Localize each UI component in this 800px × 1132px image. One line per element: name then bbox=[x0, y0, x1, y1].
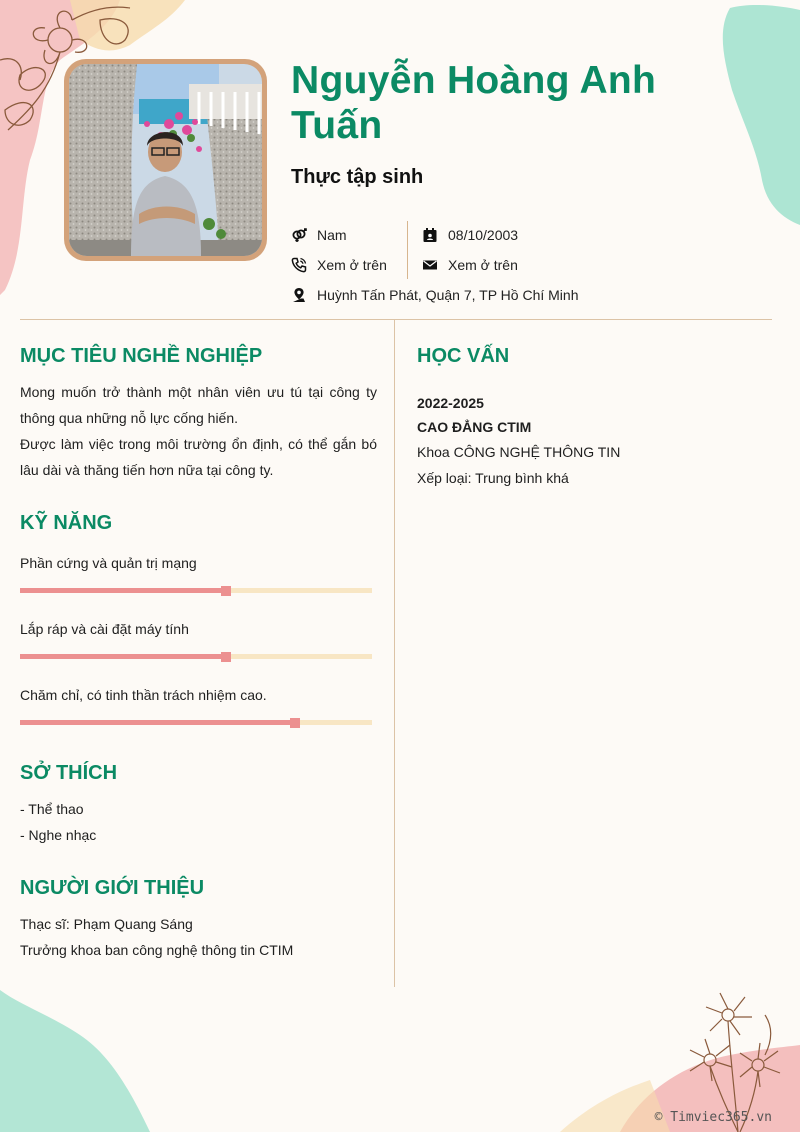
education-faculty: Khoa CÔNG NGHỆ THÔNG TIN bbox=[417, 444, 621, 460]
avatar-frame bbox=[64, 59, 267, 261]
skills-title: KỸ NĂNG bbox=[20, 512, 113, 534]
footer-copyright: © Timviec365.vn bbox=[654, 1110, 772, 1125]
skill-bar bbox=[20, 588, 372, 593]
education-title: HỌC VẤN bbox=[417, 345, 510, 367]
skill-bar bbox=[20, 654, 372, 659]
calendar-icon bbox=[422, 227, 438, 243]
gender-icon bbox=[291, 227, 307, 243]
phone-row bbox=[291, 257, 387, 273]
watercolor-top-right-decoration bbox=[712, 0, 800, 230]
education-grade: Xếp loại: Trung bình khá bbox=[417, 470, 569, 486]
birthday-row bbox=[422, 227, 518, 243]
candidate-name: Nguyễn Hoàng Anh Tuấn bbox=[291, 59, 657, 147]
skill-bar-knob bbox=[221, 586, 231, 596]
skill-name: Chăm chỉ, có tinh thần trách nhiệm cao. bbox=[20, 687, 267, 703]
skill-bar-fill bbox=[20, 588, 226, 593]
skill-bar-knob bbox=[290, 718, 300, 728]
gender-value: Nam bbox=[317, 227, 347, 243]
info-divider bbox=[407, 221, 408, 279]
objective-title: MỤC TIÊU NGHỀ NGHIỆP bbox=[20, 345, 263, 367]
hobby-item: - Nghe nhạc bbox=[20, 827, 97, 843]
birthday-value: 08/10/2003 bbox=[448, 227, 519, 243]
skill-name: Phần cứng và quản trị mạng bbox=[20, 555, 197, 571]
watercolor-bottom-left-decoration bbox=[0, 990, 180, 1132]
phone-value: Xem ở trên bbox=[317, 257, 387, 273]
hobbies-title: SỞ THÍCH bbox=[20, 762, 118, 784]
location-pin-icon bbox=[291, 287, 307, 303]
skill-bar bbox=[20, 720, 372, 725]
education-period: 2022-2025 bbox=[417, 395, 484, 411]
envelope-icon bbox=[422, 257, 438, 273]
hobby-item: - Thể thao bbox=[20, 801, 84, 817]
skill-bar-knob bbox=[221, 652, 231, 662]
address-row bbox=[291, 287, 578, 303]
column-divider bbox=[394, 320, 395, 987]
phone-icon bbox=[291, 257, 307, 273]
skill-bar-fill bbox=[20, 654, 226, 659]
reference-item: Thạc sĩ: Phạm Quang Sáng bbox=[20, 916, 193, 932]
applied-position: Thực tập sinh bbox=[291, 166, 424, 188]
email-row bbox=[422, 257, 518, 273]
objective-line: Mong muốn trở thành một nhân viên ưu tú tại công ty thông qua những nỗ lực cống hiến. bbox=[20, 384, 377, 426]
reference-item: Trưởng khoa ban công nghệ thông tin CTIM bbox=[20, 942, 294, 958]
references-title: NGƯỜI GIỚI THIỆU bbox=[20, 877, 205, 899]
header-divider bbox=[20, 319, 772, 320]
education-school: CAO ĐẲNG CTIM bbox=[417, 419, 532, 435]
address-value: Huỳnh Tấn Phát, Quận 7, TP Hồ Chí Minh bbox=[317, 287, 579, 303]
objective-line: Được làm việc trong môi trường ổn định, có thể gắn bó lâu dài và thăng tiến hơn nữa tại công ty. bbox=[20, 436, 377, 478]
avatar bbox=[69, 64, 262, 256]
skill-name: Lắp ráp và cài đặt máy tính bbox=[20, 621, 189, 637]
email-value: Xem ở trên bbox=[448, 257, 518, 273]
skill-bar-fill bbox=[20, 720, 295, 725]
gender-row bbox=[291, 227, 347, 243]
objective-text bbox=[20, 379, 377, 483]
